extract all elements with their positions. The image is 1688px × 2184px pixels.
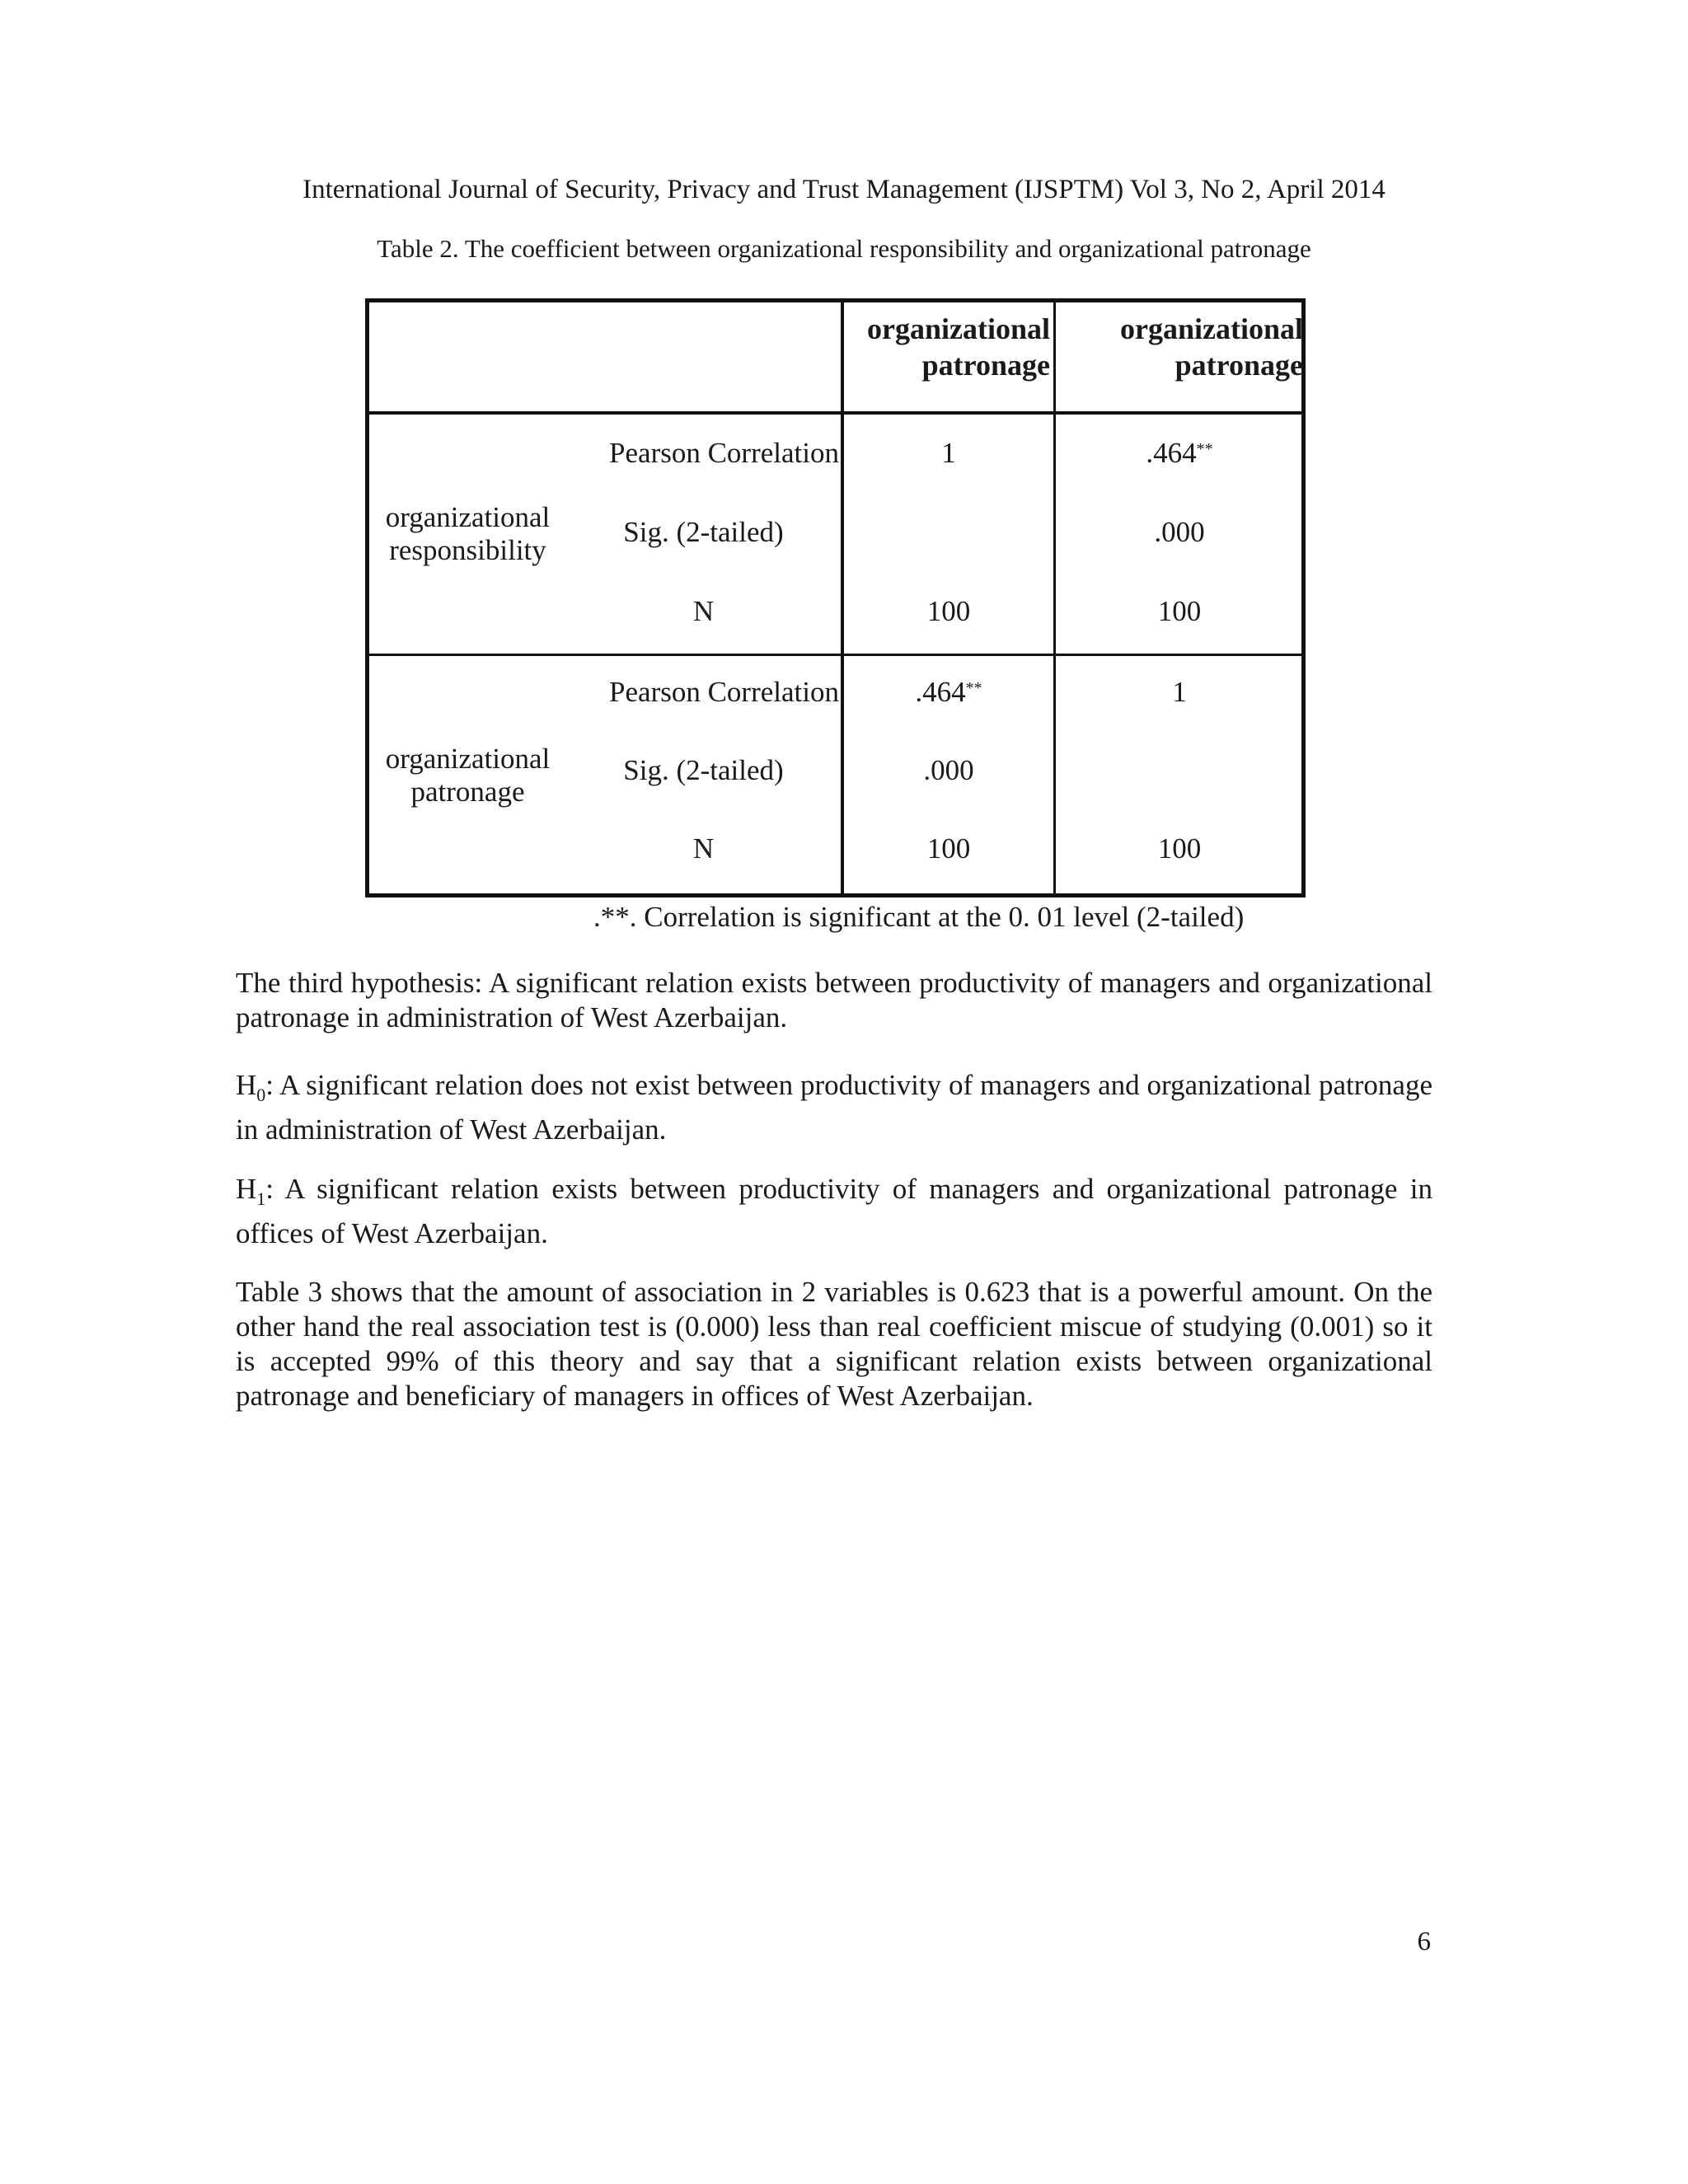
paragraph-h1 bbox=[236, 1172, 1432, 1251]
h0-text: : A significant relation does not exist between productivity of managers and organizational patronage in administration of West Azerbaijan. bbox=[236, 1069, 1432, 1146]
col-header-2 bbox=[1056, 311, 1303, 383]
cell-value: 1 bbox=[1172, 675, 1187, 708]
running-header: International Journal of Security, Privacy and Trust Management (IJSPTM) Vol 3, No 2, April 2014 bbox=[302, 175, 1386, 204]
paragraph-third-hypothesis: The third hypothesis: A significant relation exists between productivity of managers and organizational patronage in administration of West Azerbaijan. bbox=[236, 967, 1432, 1033]
table-cell bbox=[1056, 752, 1303, 788]
h1-subscript: 1 bbox=[256, 1188, 266, 1209]
cell-value: .000 bbox=[923, 753, 974, 786]
stat-label: Sig. (2-tailed) bbox=[623, 515, 784, 548]
table-cell bbox=[844, 830, 1053, 866]
col-header-2-line1: organizational bbox=[1120, 312, 1303, 345]
cell-value: .000 bbox=[1154, 515, 1205, 548]
table-cell bbox=[844, 513, 1053, 550]
table-cell bbox=[1056, 513, 1303, 550]
row-group-1-line1: organizational bbox=[385, 501, 551, 533]
cell-value: 100 bbox=[926, 594, 971, 627]
table-cell bbox=[844, 593, 1053, 629]
col-header-1-line2: patronage bbox=[921, 349, 1050, 382]
col-header-2-line2: patronage bbox=[1175, 349, 1303, 382]
paragraph-h0 bbox=[236, 1068, 1432, 1147]
stat-label: N bbox=[692, 832, 715, 865]
correlation-table bbox=[365, 298, 1306, 898]
col-header-1 bbox=[844, 311, 1050, 383]
table-cell bbox=[1056, 830, 1303, 866]
cell-value: .464 bbox=[1146, 436, 1197, 469]
table-cell bbox=[844, 752, 1053, 788]
cell-value: 100 bbox=[1157, 594, 1202, 627]
table-cell bbox=[1056, 593, 1303, 629]
row-group-2-line1: organizational bbox=[385, 743, 551, 775]
row-group-1-line2: responsibility bbox=[389, 534, 546, 566]
page-number: 6 bbox=[1417, 1927, 1431, 1957]
table-cell bbox=[844, 673, 1053, 710]
table-caption: Table 2. The coefficient between organizational responsibility and organizational patronage bbox=[377, 234, 1311, 263]
stat-label: Sig. (2-tailed) bbox=[623, 753, 784, 786]
cell-value: 1 bbox=[941, 436, 956, 469]
cell-value: 100 bbox=[926, 832, 971, 865]
row-group-label-1 bbox=[369, 415, 566, 654]
stat-label: Pearson Correlation bbox=[609, 675, 839, 708]
h0-symbol: H bbox=[236, 1069, 257, 1101]
row-group-label-2 bbox=[369, 656, 566, 895]
h0-subscript: 0 bbox=[256, 1085, 266, 1105]
col-header-1-line1: organizational bbox=[867, 312, 1050, 345]
paragraph-table3: Table 3 shows that the amount of association in 2 variables is 0.623 that is a powerful amount. On the other hand the real association test is (0.000) less than real coefficient miscue of studying (0.001) so it is accepted 99% of this theory and say that a significant relation exists between organizational patronage and beneficiary of managers in offices of West Azerbaijan. bbox=[236, 1276, 1432, 1412]
significance-mark: ** bbox=[965, 679, 982, 697]
significance-mark: ** bbox=[1196, 440, 1213, 458]
cell-value: 100 bbox=[1157, 832, 1202, 865]
table-cell bbox=[1056, 673, 1303, 710]
table-cell bbox=[1056, 434, 1303, 471]
stat-label: N bbox=[692, 594, 715, 627]
table-footnote: .**. Correlation is significant at the 0. 01 level (2-tailed) bbox=[593, 901, 1245, 933]
h1-text: : A significant relation exists between productivity of managers and organizational patronage in offices of West Azerbaijan. bbox=[236, 1173, 1432, 1249]
h1-symbol: H bbox=[236, 1173, 257, 1205]
stat-label: Pearson Correlation bbox=[609, 436, 839, 469]
row-group-2-line2: patronage bbox=[410, 776, 525, 808]
table-cell bbox=[844, 434, 1053, 471]
cell-value: .464 bbox=[915, 675, 966, 708]
